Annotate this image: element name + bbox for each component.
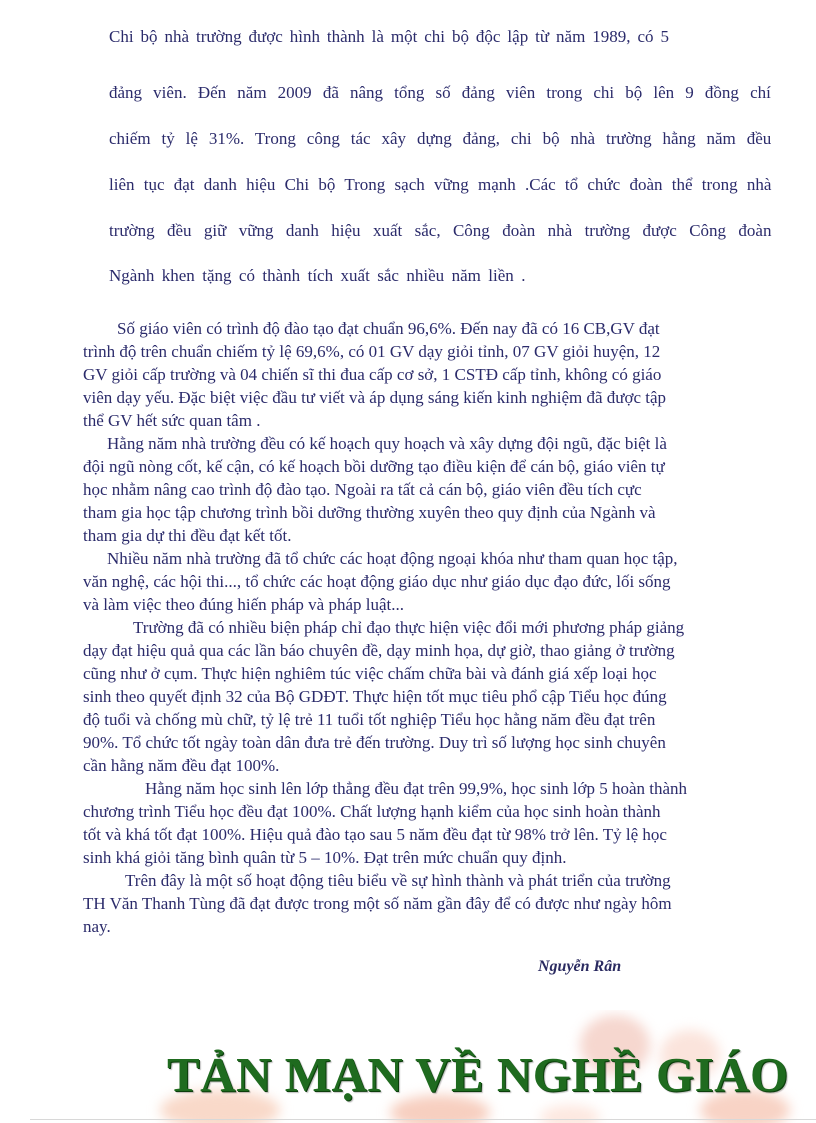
body-line: trình độ trên chuẩn chiếm tỷ lệ 69,6%, có 01 GV dạy giỏi tỉnh, 07 GV giỏi huyện, 12 (83, 342, 661, 361)
body-line: Nhiều năm nhà trường đã tổ chức các hoạt động ngoại khóa như tham quan học tập, (107, 549, 678, 568)
author-signature: Nguyễn Rân (538, 958, 622, 975)
body-line: GV giỏi cấp trường và 04 chiến sĩ thi đua cấp cơ sở, 1 CSTĐ cấp tỉnh, không có giáo (83, 365, 662, 384)
body-line: Trên đây là một số hoạt động tiêu biểu về sự hình thành và phát triển của trường (125, 871, 671, 890)
body-line: thể GV hết sức quan tâm . (83, 411, 261, 430)
intro-line: liên tục đạt danh hiệu Chi bộ Trong sạch vững mạnh .Các tổ chức đoàn thể trong nhà (109, 175, 772, 194)
body-line: Hằng năm học sinh lên lớp thẳng đều đạt trên 99,9%, học sinh lớp 5 hoàn thành (145, 779, 688, 798)
intro-line: Chi bộ nhà trường được hình thành là một chi bộ độc lập từ năm 1989, có 5 (109, 27, 669, 46)
body-line: tham gia dự thi đều đạt kết tốt. (83, 526, 292, 545)
body-line: văn nghệ, các hội thi..., tổ chức các hoạt động giáo dục như giáo dục đạo đức, lối sống (83, 572, 671, 591)
body-line: Hằng năm nhà trường đều có kế hoạch quy hoạch và xây dựng đội ngũ, đặc biệt là (107, 434, 667, 453)
banner-title: TẢN MẠN VỀ NGHỀ GIÁO (167, 1047, 789, 1102)
body-line: tốt và khá tốt đạt 100%. Hiệu quả đào tạo sau 5 năm đều đạt từ 98% trở lên. Tỷ lệ học (83, 825, 667, 844)
body-line: cũng như ở cụm. Thực hiện nghiêm túc việc chấm chữa bài và đánh giá xếp loại học (83, 664, 657, 683)
body-line: 90%. Tổ chức tốt ngày toàn dân đưa trẻ đến trường. Duy trì số lượng học sinh chuyên (83, 733, 666, 752)
body-line: viên dạy yếu. Đặc biệt việc đầu tư viết và áp dụng sáng kiến kinh nghiệm đã được tập (83, 388, 667, 407)
body-line: TH Văn Thanh Tùng đã đạt được trong một số năm gần đây để có được như ngày hôm (83, 894, 672, 913)
body-line: cần hằng năm đều đạt 100%. (83, 756, 280, 775)
body-line: học nhằm nâng cao trình độ đào tạo. Ngoài ra tất cả cán bộ, giáo viên đều tích cực (83, 480, 642, 499)
intro-line: Ngành khen tặng có thành tích xuất sắc nhiều năm liền . (109, 266, 526, 285)
body-line: dạy đạt hiệu quả qua các lần báo chuyên đề, dạy minh họa, dự giờ, thao giảng ở trường (83, 641, 675, 660)
body-line: đội ngũ nòng cốt, kế cận, có kế hoạch bồi dưỡng tạo điều kiện để cán bộ, giáo viên tự (83, 457, 665, 476)
intro-line: chiếm tỷ lệ 31%. Trong công tác xây dựng đảng, chi bộ nhà trường hằng năm đều (109, 129, 772, 148)
bottom-divider (30, 1119, 816, 1120)
body-line: sinh theo quyết định 32 của Bộ GDĐT. Thực hiện tốt mục tiêu phổ cập Tiểu học đúng (83, 687, 667, 706)
body-line: Trường đã có nhiều biện pháp chỉ đạo thực hiện việc đổi mới phương pháp giảng (133, 618, 685, 637)
intro-line: đảng viên. Đến năm 2009 đã nâng tổng số đảng viên trong chi bộ lên 9 đồng chí (109, 83, 771, 102)
intro-line: trường đều giữ vững danh hiệu xuất sắc, Công đoàn nhà trường được Công đoàn (109, 221, 772, 240)
body-line: sinh khá giỏi tăng bình quân từ 5 – 10%. Đạt trên mức chuẩn quy định. (83, 848, 567, 867)
body-line: độ tuổi và chống mù chữ, tỷ lệ trẻ 11 tuổi tốt nghiệp Tiểu học hằng năm đều đạt trên (83, 710, 656, 729)
body-line: nay. (83, 917, 111, 936)
body-line: Số giáo viên có trình độ đào tạo đạt chuẩn 96,6%. Đến nay đã có 16 CB,GV đạt (117, 319, 660, 338)
body-line: chương trình Tiểu học đều đạt 100%. Chất lượng hạnh kiểm của học sinh hoàn thành (83, 802, 661, 821)
body-line: tham gia học tập chương trình bồi dưỡng thường xuyên theo quy định của Ngành và (83, 503, 656, 522)
body-line: và làm việc theo đúng hiến pháp và pháp luật... (83, 595, 405, 614)
